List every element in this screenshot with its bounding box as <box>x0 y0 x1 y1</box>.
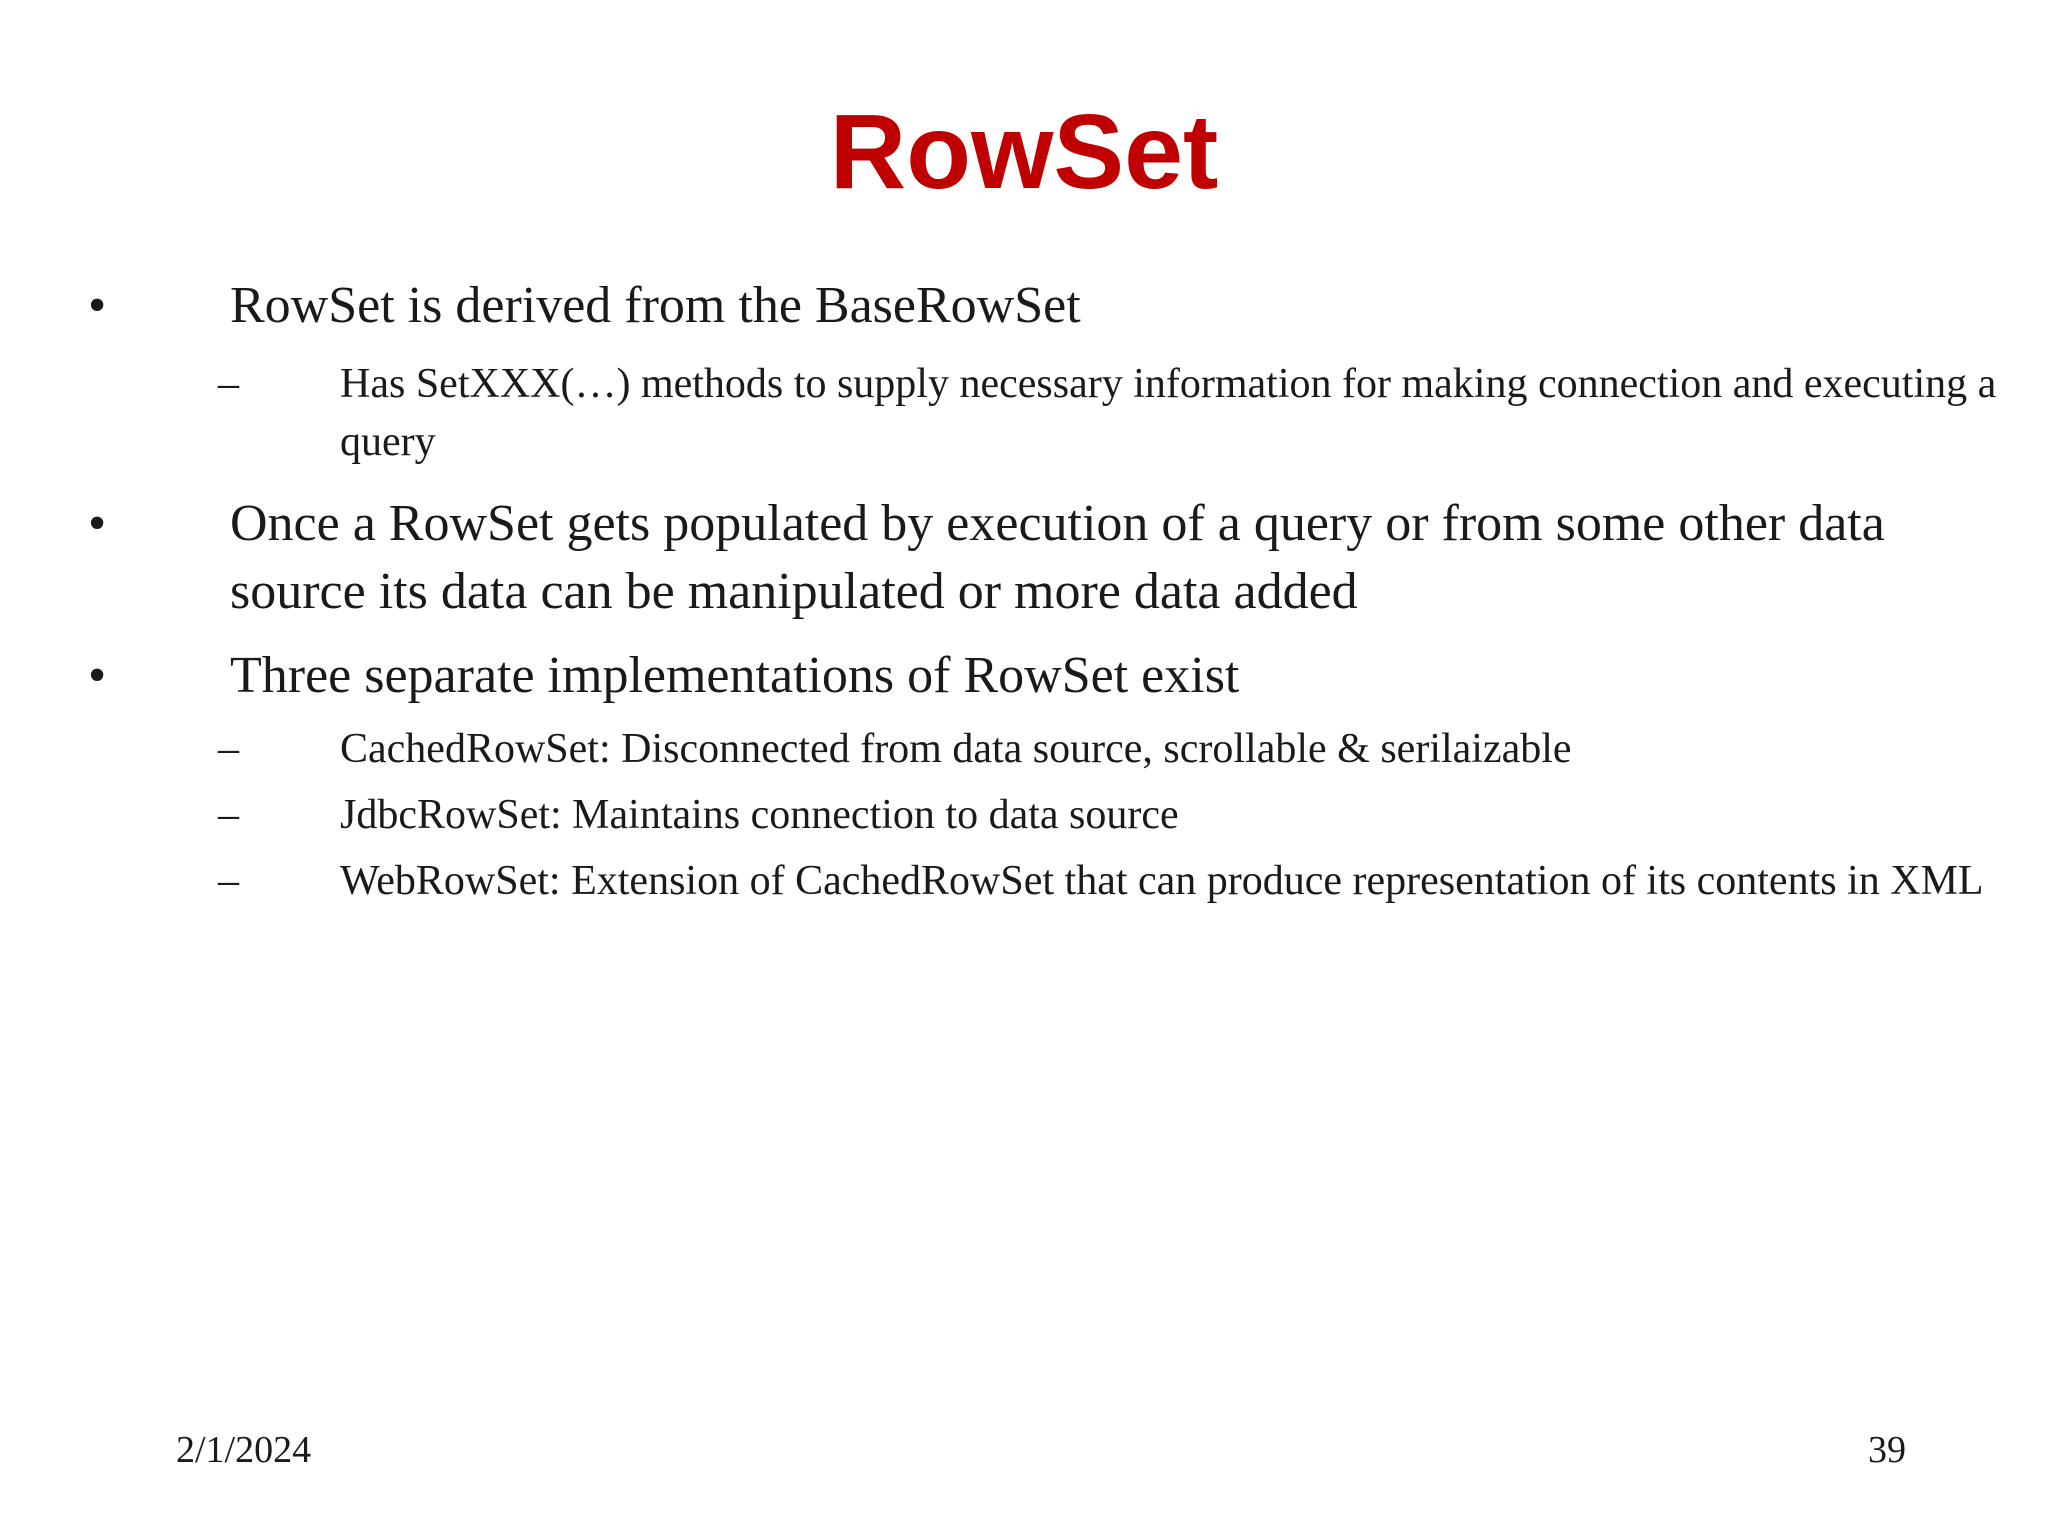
sub-bullet-text: Has SetXXX(…) methods to supply necessary information for making connection and executing a query <box>340 361 1997 465</box>
sub-bullet-text: CachedRowSet: Disconnected from data source, scrollable & serilaizable <box>340 726 1572 772</box>
bullet-marker: • <box>88 277 107 334</box>
bullet-marker: • <box>88 495 107 552</box>
bullet-text: Three separate implementations of RowSet exist <box>230 647 1240 704</box>
sub-bullet-marker: – <box>218 726 239 772</box>
sub-bullet-marker: – <box>218 792 239 838</box>
sub-bullet-text: JdbcRowSet: Maintains connection to data source <box>340 792 1179 838</box>
bullet-marker: • <box>88 647 107 704</box>
page-number: 39 <box>1868 1429 1906 1471</box>
slide-title: RowSet <box>829 93 1219 211</box>
sub-bullet-marker: – <box>218 361 239 407</box>
sub-bullet-marker: – <box>218 858 239 904</box>
bullet-text: Once a RowSet gets populated by execution of a query or from some other data source its data can be manipulated or more data added <box>230 495 1885 620</box>
sub-bullet-text: WebRowSet: Extension of CachedRowSet that can produce representation of its contents in XML <box>340 858 1984 904</box>
footer-date: 2/1/2024 <box>176 1429 312 1471</box>
bullet-text: RowSet is derived from the BaseRowSet <box>230 277 1081 334</box>
